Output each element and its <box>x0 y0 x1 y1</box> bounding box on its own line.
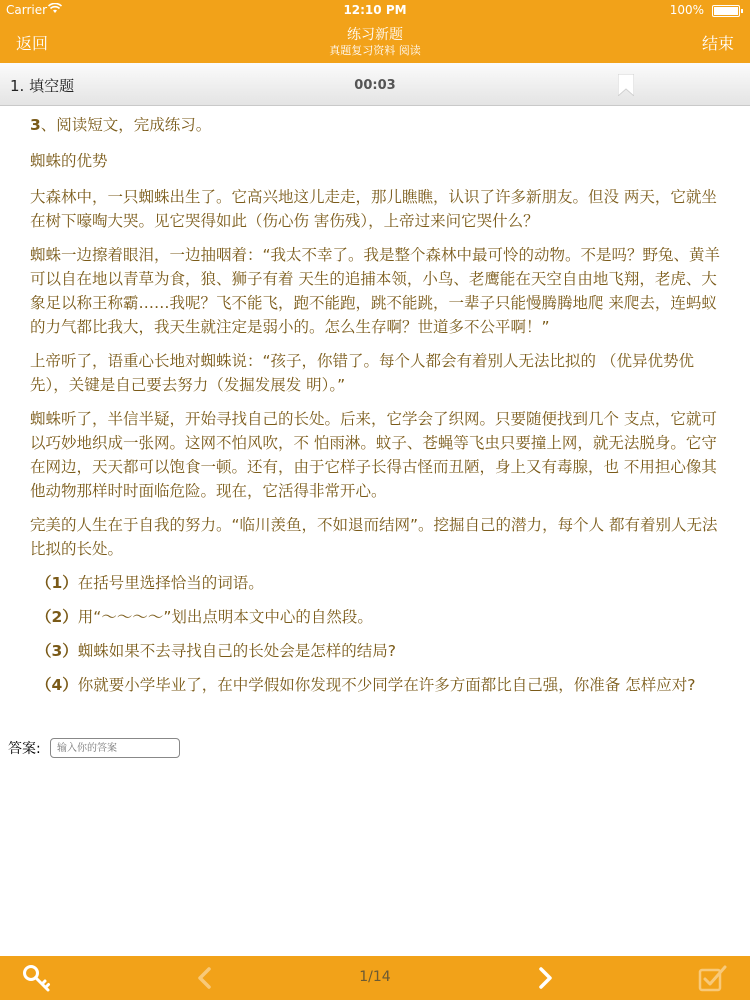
top-bar <box>0 0 750 63</box>
status-time: 12:10 PM <box>343 3 407 17</box>
sub-question-text: 在括号里选择恰当的词语。 <box>77 574 264 592</box>
question-content <box>30 113 730 707</box>
carrier-label: Carrier <box>6 3 48 17</box>
checkbox-icon[interactable] <box>696 956 730 1000</box>
sub-question-number: （3） <box>36 642 78 660</box>
instruction-number: 3 <box>30 116 41 134</box>
sub-question <box>30 639 730 663</box>
instruction-text: 、阅读短文，完成练习。 <box>40 116 212 134</box>
sub-question-number: （2） <box>36 608 78 626</box>
sub-question-text: 用“～～～～”划出点明本文中心的自然段。 <box>77 608 373 626</box>
question-type-label: 1. 填空题 <box>10 77 75 95</box>
sub-question-text: 蜘蛛如果不去寻找自己的长处会是怎样的结局? <box>77 642 397 660</box>
passage-paragraph: 蜘蛛听了，半信半疑，开始寻找自己的长处。后来，它学会了织网。只要随便找到几个 支点，它就可以巧妙地织成一张网。这网不怕风吹，不 怕雨淋。蚊子、苍蝇等飞虫只要撞上网，就无法脱身。它守在网边，天天都可以饱食一顿。还有，由于它样子长得古怪而丑陋，身上又有毒腺，也 不用担心像其他动物那样时时面临危险。现在，它活得非常开心。 <box>30 410 717 500</box>
timer: 00:03 <box>354 78 396 93</box>
chevron-right-icon[interactable] <box>530 956 560 1000</box>
bookmark-icon[interactable] <box>618 74 634 100</box>
sub-question <box>30 571 730 595</box>
nav-title: 练习新题 <box>347 27 403 43</box>
passage-title: 蜘蛛的优势 <box>30 152 108 170</box>
sub-question <box>30 673 730 697</box>
answer-label: 答案: <box>8 741 41 757</box>
back-button[interactable]: 返回 <box>16 34 49 53</box>
passage-paragraph: 蜘蛛一边擦着眼泪，一边抽咽着：“我太不幸了。我是整个森林中最可怜的动物。不是吗？野兔、黄羊可以自在地以青草为食，狼、狮子有着 天生的追捕本领，小鸟、老鹰能在天空自由地飞翔，老虎、大象足以称王称霸……我呢？飞不能飞，跑不能跑，跳不能跳，一辈子只能慢腾腾地爬 来爬去，连蚂蚁的力气都比我大，我天生就注定是弱小的。怎么生存啊？世道多不公平啊！” <box>30 246 721 336</box>
sub-question-number: （1） <box>36 574 78 592</box>
answer-input[interactable] <box>50 738 180 758</box>
sub-question <box>30 605 730 629</box>
status-bar <box>0 0 750 20</box>
bottom-toolbar <box>0 956 750 1000</box>
nav-subtitle: 真题复习资料 阅读 <box>329 44 421 57</box>
battery-percent: 100% <box>669 3 704 17</box>
sub-question-number: （4） <box>36 676 78 694</box>
passage-paragraph: 完美的人生在于自我的努力。“临川羡鱼，不如退而结网”。挖掘自己的潜力，每个人 都有着别人无法比拟的长处。 <box>30 516 718 558</box>
passage-paragraph: 大森林中，一只蜘蛛出生了。它高兴地这儿走走，那儿瞧瞧，认识了许多新朋友。但没 两天，它就坐在树下嚎啕大哭。见它哭得如此（伤心伤 害伤残），上帝过来问它哭什么？ <box>30 188 717 230</box>
question-header <box>0 63 750 106</box>
sub-question-text: 你就要小学毕业了，在中学假如你发现不少同学在许多方面都比自己强，你准备 怎样应对? <box>77 676 696 694</box>
page-indicator: 1/14 <box>359 969 391 985</box>
end-button[interactable]: 结束 <box>701 34 734 53</box>
passage-paragraph: 上帝听了，语重心长地对蜘蛛说：“孩子，你错了。每个人都会有着别人无法比拟的 （优异优势优先），关键是自己要去努力（发掘发展发 明）。” <box>30 352 694 394</box>
battery-icon <box>712 5 740 17</box>
instruction <box>30 113 730 137</box>
